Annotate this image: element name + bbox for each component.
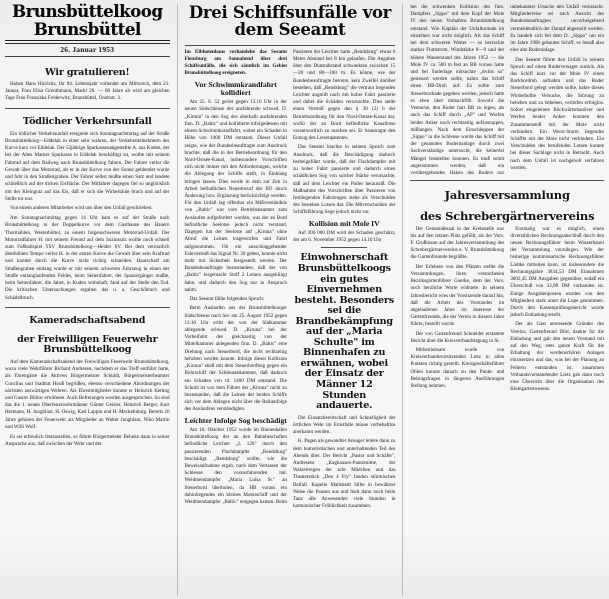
divider [5, 108, 170, 109]
masthead-line1: Brunsbüttelkoog [12, 2, 163, 21]
greeting-headline: Wir gratulieren! [44, 66, 130, 78]
article-allotment-intro-2: Der Erlebens von den Plätzen stellte die Versammlungen, ihren verstorbenen Bezirksgartenführer Goerke, dem der Vors. noch herzliche Worte widmete. In seinem Jahresbericht wies der Vorsitzende darauf hin, daß die Arbeit des Vorstandes im abgelaufenen Jahre im Interesse der Gartenfreunde, die der Verein in diesem Jahre führte, bestellt wurde. [410, 263, 505, 328]
article-allotment-p3: Der als Gast anwesende Gründer des Vereins, Gartenfreund Dürr, dankte für die Einladung und gab den neuen Vorstand mit auf den Weg, stets ganze Kraft für die Erhaltung der werdenschören Anlagen einzusetzen und das, was bei der Planung an Fehlern entstanden ist, zusammen Verbandsvorstandender Lietz gab dann noch eine Übersicht über die Organisation des Kleingartenwesens. [510, 321, 605, 393]
article-traffic-accident-p1: Ein tödlicher Verkehrsunfall ereignete sich Sonntagnachmittag auf der Straße Brunsbüttelkoog—Eddelak in einer sehr wahren, der Verkehrsteilnehmern des Kurve kurz vor Eddelak. Der 52jährige Sparkassenangestellte A. aus Kuden, der bei der Altes Marner Sparkasse in Eddelak beschäftigt ist, wollte mit seinem Fahrrad auf dem Radweg nach Brunsbüttelkoog fahren. Der Fahrer verlor die Gewalt über das Motorrad, als er in der Kurve von der Sonne geblendet wurde und fuhr in den Straßengraben. Der Fahrer selbst mußte einen Satz und landete schließlich auf der dicken Eisfläche. Der Mitfahrer dagegen fiel so unglücklich mit der Kleingutz auf das Eis, daß er sich die Wirbelsäule brach und auf der Stelle tot war. [5, 130, 170, 202]
main-article-p1: Am 25. 8. 52 geriet gegen 13.10 Uhr in der neuen Südschleuse der ausfahrende schwed. D. „Kiruna" in den Sog des oberhalb ausfahrenden finn. D. „Baltic" und kollidierte infolgedessen mit einem Schwimmkrandfahrt, wobei ein Schaden in Höhe von 1400 DM entstand. Dieser Unfall zeigte, wie der Bundesbeauftragte zum Ausdruck brachte, daß die in der Betriebsordnung für den Nord-Ostsee-Kanal, insbesondere Vorschriften sich nicht immer mit den Anforderungen, welche die Ablegung der Schiffe stellt, in Einklang bringen lassen. Dies werde in dem zur Zeit in Arbeit befindlichen Neuentwurf der BO durch Änderung bzw. Ergänzung berücksichtigt werden. Für den Unfall lag offenbar ein Mißverständnis von „Baltic" war vom Betriebsbeamter zum Auslaufen aufgefordert worden, was der an Bord befindliche Seelotse jedoch nicht verstand. Dagegen hat der Seelotse auf „Kiruna" ohne Abruf die Leinen losgeworfen und Fahrt aufgenommen. Ob ein ausschlaggebender Fahrverstoß das Signal Nr. 30 geben, konnte nicht mehr mit Sicherheit festgestellt werden. Der Bundesbeauftragte beanstandete, daß der von „Baltic" losgemacht Stoff 2 Leinen ausgeklingt habe, und dadurch den Sog nur in Anspruch nahm. [184, 99, 287, 293]
article-fire-brigade-cont-p1: Die Einsatzbereitschaft und Schnelligkeit der örtlichen Wehr im Ernstfalle müsse vorbehaltlos anerkannt werden. [292, 414, 396, 436]
continuation-p2: Das Seeamt führte den Unfall in seinem Spruch auf einen Ruderversager zurück. Als das Schiff kurz vor der Mole IV einen Backbordroh aufnahm und das Ruder Steuerbord gelegt werden sollte, hakte dieses Wirderhollte Versuche, die Störung zu beheben und zu beheben, verliefen erfolglos. Sofort eingeleitete Rückwärtsmanöver und Werfen beider Anker konnten den Zusammenstoß mit der Mole nicht verhindern. Ein Werst-Sturm liegendes Schiffte mit der Mole nicht verhindern. Ein Verschulden des berufenden Lotsen konnte bei dieser Sachlage nicht in Betracht. Auch nach dem Unfall ist nachgeholt verfahren worden. [510, 56, 605, 171]
main-article-p6: Auf 200 000 DM wird der Schaden geschätzt, der am 6. November 1952 gegen 14.10 Uhr [292, 230, 396, 244]
column-divider [177, 4, 178, 596]
right-top-columns [410, 4, 604, 177]
divider [321, 247, 367, 248]
article-fire-brigade-subheadline: der Freiwilligen Feuerwehr Brunsbüttelkoog [17, 333, 158, 356]
main-article-columns [185, 49, 396, 511]
article-allotment-intro-3: Der von Gartenfreund Schneider erstattete Bericht über die Kreisverbandstagung in St. [410, 330, 505, 344]
left-column [5, 4, 170, 596]
sub-headline-3: Kollision mit Mole IV [308, 218, 380, 228]
article-allotment-intro-1: Der Gemeindesaal in der Kreisstelle war bis auf den letzten Platz gefüllt, als der Vors. F. Großmann auf der Jahresversammlung des Schrebergärtnervereins e. V. Brunsbüttelkoog die Gartenfreunde begrüßte. [410, 225, 505, 261]
main-article-p2: Das Seeamt fällte folgenden Spruch: [189, 296, 265, 303]
divider [5, 307, 170, 308]
divider [410, 180, 604, 181]
article-fire-brigade-cont-p2: K. Pagen als gewandter Ansager leitete dann zu dem humoristischen und unterhaltenden Teil des Abends über. Der Bericht „Pastor und Schäfer", Andresens „Kaghausen-Pantomime, der Walzerreigen der acht Mädchen und das Theaterstück „Den 4 Fry" fanden stürmischen Beifall. Kapelle Mahlstedt fällte in bewährter Weise die Pausen aus und hielt dann noch beim Tanz alle Anwesenden viele Stunden in harmonischer Fröhlichkeit zusammen. [292, 438, 396, 510]
middle-column [185, 4, 396, 596]
article-allotment-p1: Mitbetriebsam wurde von Kreisverbandsvorsitzenden Lietz in allen Punkten richtig gestellt. Kreisgeschäftsführer Ohlen konnte danach zu den Punkt- und Beitragsfragen in längeren Ausführungen Stellung nehmen. [410, 347, 505, 390]
masthead-date: 26. Januar 1953 [60, 45, 115, 54]
main-article-p4: Am 16. Oktober 1952 wurde im Binnenhafen Brunsbüttelkoog der an den Bahnbeschaften befindliche Leichter „L 120" durch den passierenden Flachdampfer „Rendsburg" beschädigt. „Rendsburg" wollte, wie die Beweisaufnahme ergab, nach dem Vertassen der Schleuse den vorausfahrenden ital. Weidmendampfer „Maria Luisa Sr." an Steuerbord überholen, da HB voraus ein dahinliegendes ein kleines Motorschiff und der Weidmendampfer „Baltic" entgegen kamen. Beim Passieren der Leichter hatte „Rendsburg" etwas 6 Meter Abstand bei 8 km gelaufen. Die Angaben über den Dunstabstand schwankten zwischen 15—20 und 80—100 m. Es könne, wie der Bundesbeauftragte betonte, kein Zweifel darüber bestehen, daß „Rendsburg" die vertraut liegenden Leichter angreift nach mit hoher Fahrt passierte und dabei die Schäden verursachte. Dies stelle einen Verstoß gegen den § 38 (2) b der Betriebsordnung für den Nord-Ostsee-Kanal dar, wofür der an Bord befindliche Kanallotse verantwortlich zu machen sei. Er beantragte den Entzug des Lotsenpatentes. [184, 48, 396, 506]
article-fire-brigade-p2: Es sei erfreulich festzustellen, so führte Bürgermeister Behnke dann in seiner Ansprache aus, daß zwischen der Wehr und der [5, 433, 170, 447]
continuation-p1: bei der schwenken Kollision des finn. Dampfers „Sippo" mit dem Kopf der Mole IV den neuen Vorhafens Brunsbüttelkoog entstand. Wie Kapitän der Unfallurunde im einzelnen war nicht möglich. Als das Schiff bei dem schweren Wetter — so herzschie starker Fluttstrom, Windstärke 8—9 und der höhere Wasserstand des Jahres 1952 — die Mole IV ca. 500 m fest an BB voraus hatte und bei Suderlage mitsuchte „rechts so" gesteuert werden sollte, nahm das Schiff einen BB-Droh auf. Es sollte zum Steuerbordrade gegeben werden, jedoch hatte es eben über mitsuchfilb. Sowohl die Versuche, den Ruder hart BB zu legen, als auch das Schiff durch „AP" und Worfen beider Anker noch rechtzeitig aufzustoppen, mißlangen. Nach dem Einschleppen der „Sippo" in die Schleuse wurde das Schiff mit der genannten Budernanlage durch zwei Sachverständige untersucht, die keinerlei Mängel feststellen konnten. Es muß somit angenommen werden, daß ein vorübergehendes Haken des Ruders nur unbekannter Ursache den Unfall verursacht. Mitgliederreise sei nach Ansicht des Bundesbeauftragten unvorbeigehend vermeidendlich der Dampf abgestellt werden. Es handelt sich bei dem D. „Sippo" um ein im Jahre 1908 gebautes Schiff, es besaß also eine alte Ruderanlage. [410, 4, 605, 177]
divider [185, 45, 396, 46]
article-fire-brigade-p1: Auf dem Kameradschaftsabend der Freiwilligen Feuerwehr Brunsbüttelkoog, wozu viele Wehrführer Richard Andresen, nachdem er das Treff entführt hatte, als Ehrengäste die Aktiven Bürgermeister Schuldt, Bürgermeisterbeamter Conclius und Stadtrat Houß begrüßen, ebenso verschiedene Abordnungen der nächsten auswärtigen Wehren. Als Ehrenmitglieder konnte er Heinrich Ketting und Gustav Bülow erwähnen. Auch Befreiungen wurden ausgesprochen. So sind das die 1. neuen Oberfeuerwehrmänner Günter Geisler, Heinrich Berger, Kurt Hermann, H. Jungblaut, H. Oswig, Karl Lappin und H. Meckelnburg. Bereits 26 Jahre gehören der Feuerwehr als Mitglieder an Walter Jungblaut, Niko Martin und Willi Wolf. [5, 358, 170, 430]
article-allotment-headline-1: Jahresversammlung [444, 188, 570, 203]
article-traffic-accident-headline: Tödlicher Verkehrsunfall [22, 116, 152, 128]
page-title: Drei Schiffsunfälle vor dem Seeamt [188, 3, 392, 40]
article-traffic-accident-p3: Am Sonntagnachmittag gegen 14 Uhr kam es auf der Straße nach Brunsbüttelkoog in der Doppelkurve vor dem Gasthause des Bauern Thormählen, Westerbüttel, zu einem folgenschweren Motorrad-Unfall. Der Motorradfahrer H. mit seinem Freund auf dem Soziussitz wollte noch schnell zum Fußballspiel TSV Brunsbüttelkoog—Heider SV. Bei dem vermutlich überhöhten Tempo verlor H. in der ersten Kurve die Gewalt über sein Kraftrad und konnte durch die Kurve nicht richtig schneiden. Haarscharf am Straßengraben entlang wurde er mit seinem schweren Fahrzeug in einen der Straße entlanglaufenden Feldes, beim Seitenfahrer, der Spaziergänger mußte, beim Seitenfahrer, die Jahre, in Kuden wohnhaft, fand auf der Stelle den Tod. Die kritischen Untersuchungen ergaben das u. a. Geschöbrach und Schädelbruch. [5, 215, 170, 301]
masthead-rule-2 [5, 56, 170, 57]
right-bottom-columns [410, 226, 604, 394]
masthead-line2: Brunsbüttel [33, 19, 141, 39]
main-article-p3: Beim Auslaufen aus der Brunsbüttelkooger Südschleuse nach Sec am 25. August 1952 gegen 13.10 Uhr erlitt der von der Südkammer ablegende schwed. D. „Kiruna" bei der Vorbeifahrt des gleichzeitig von der Mittelkammer ablegenden finn. D. „Baltic" eine Drehung nach Steuerbord, die nicht rechtzeitig behoben werden konnte. Infolge dieser Kollision „Kiruna" stieß mit dem Steuerbordbug gegen ein Bohrschiff der Schleusenkammer, daß dadurch ein Schaden von rd. 1400 DM entstand. Die Schuld ist von dem Führer der „Kiruna" nicht zu beanstanden, daß die Leinen der beiden Schiffe sich vor dem Ablegen nicht über die Reihenfolge des Auslaufens verständigten. [184, 305, 287, 413]
article-fire-brigade-continuation-headline: Einwohnerschaft Brunsbüttelkoogs ein gutes Einvernehmen besteht. Besonders sei die Brandbekämpfung auf der „Maria Schulte" im Binnenhafen zu erwähnen, wobei der Einsatz der Männer 12 Stunden andauerte. [294, 252, 394, 412]
masthead-rule [5, 40, 170, 44]
greeting-text: Haben Hans Hinrichs, Ihr 84. Lebensjahr vollendet am Mittwoch, dem 21. Januar, Frau Elisa Groothmann, Markt 28. — 80 Jahre alt wird am gleichen Tage Frau Franziska Frederwitz, Brunsbüttel, Oostrstr. 3. [5, 81, 170, 102]
sub-headline-2: Leichter Infolge Sog beschädigt [184, 415, 287, 425]
column-divider [402, 4, 403, 596]
article-fire-brigade-headline: Kameradschaftsabend [29, 315, 146, 327]
article-allotment-p2: Erstmalig war es möglich, einen diversiblichen Rechnungsabschluß durch den neuen Rechnungsführer beim Wasserbaunt der Versammlung vorzulegen. Wie der bisherige kommissarische Rechnungsführer Lüdtke mitteilen kann, ist insbesondere die Rechnungsjahre 3834,53 DM Einnahmen 3802,45 DM Ausgaben gegenüber, sodaß ein Überschuß von 32,08 DM vorhanden ist. Einige Ausgabenposten wurden von den Mitgliedern stark unter die Lupe genommen. Durch den Kassenprüfungsbericht wurde jedoch Entlastung erteilt. [510, 225, 605, 319]
masthead [5, 4, 170, 60]
right-column [410, 4, 604, 596]
article-allotment-headline-2: des Schrebergärtnervereins [420, 208, 595, 223]
main-article-p5: Das Seeamt brachte in seinem Spruch zum Ausdruck, daß die Beschädigung dadurch herbeigeführt wurde, daß der Flachdampfer mit zu hoher Fahrt passierte und dadurch einen schädlichen Sog von solcher Stärke verursachte, daß auf dem Leichter ein Puller herausriß. Die Maßnahme des Vorschriften über Passieren von festliegenden Fahrzeugen stehe als Verschulden des bestehen Lotsen dar. Die Mitverschulden der Schiffsführung liege jedoch nicht vor. [292, 144, 396, 216]
sub-headline-1: Vor Schwimmkrandfahrt kollidiert [194, 79, 277, 97]
article-traffic-accident-p2: Von einem anderen Mitarbeiter wird uns über den Unfall geschrieben: [10, 205, 153, 212]
main-article-lead: Im Elbhotenhaus verhandelte das Seeamt Flensburg am Sonnabend über drei Schiffsunfälle, die sich sämtlich im Gebiet Brunsbüttelkoog ereigneten. [184, 48, 287, 77]
